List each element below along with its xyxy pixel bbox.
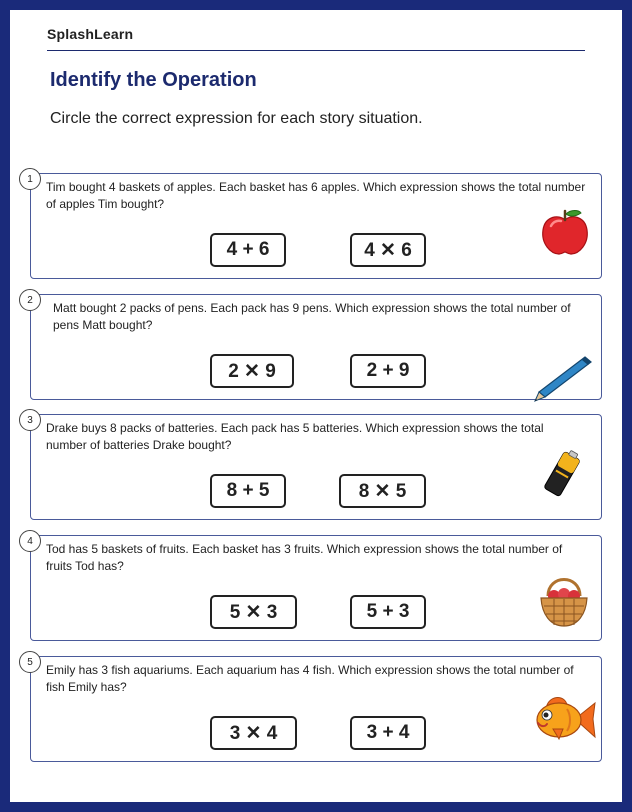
answer-option[interactable]: 4 ✕ 6 xyxy=(350,233,426,267)
question-number: 1 xyxy=(19,168,41,190)
question-number: 5 xyxy=(19,651,41,673)
answer-option[interactable]: 2 ✕ 9 xyxy=(210,354,294,388)
question-number: 3 xyxy=(19,409,41,431)
answer-option[interactable]: 3 ✕ 4 xyxy=(210,716,297,750)
apple-icon xyxy=(539,208,591,263)
fruit-basket-icon xyxy=(538,570,590,635)
question-text: Tod has 5 baskets of fruits. Each basket has 3 fruits. Which expression shows the total number of fruits Tod has? xyxy=(46,542,563,573)
answer-option[interactable]: 5 ✕ 3 xyxy=(210,595,297,629)
pen-icon xyxy=(531,351,595,408)
answer-option[interactable]: 4 + 6 xyxy=(210,233,286,267)
question-text: Drake buys 8 packs of batteries. Each pack has 5 batteries. Which expression shows the total number of batteries Drake bought? xyxy=(46,421,544,452)
answer-option[interactable]: 8 + 5 xyxy=(210,474,286,508)
question-text: Matt bought 2 packs of pens. Each pack has 9 pens. Which expression shows the total number of pens Matt bought? xyxy=(53,301,571,332)
answer-option[interactable]: 8 ✕ 5 xyxy=(339,474,426,508)
fish-icon xyxy=(533,691,597,754)
answer-option[interactable]: 3 + 4 xyxy=(350,716,426,750)
header-divider xyxy=(47,50,585,51)
question-text: Emily has 3 fish aquariums. Each aquarium has 4 fish. Which expression shows the total number of fish Emily has? xyxy=(46,663,574,694)
page-title: Identify the Operation xyxy=(50,69,257,91)
answer-option[interactable]: 2 + 9 xyxy=(350,354,426,388)
battery-icon xyxy=(537,447,587,506)
question-card xyxy=(27,414,602,520)
question-number: 4 xyxy=(19,530,41,552)
question-card xyxy=(27,294,602,400)
question-card xyxy=(27,173,602,279)
answer-option[interactable]: 5 + 3 xyxy=(350,595,426,629)
question-card xyxy=(27,535,602,641)
brand-logo: SplashLearn xyxy=(47,26,134,42)
question-card xyxy=(27,656,602,762)
worksheet-page xyxy=(10,10,622,802)
instructions: Circle the correct expression for each story situation. xyxy=(50,110,423,127)
question-text: Tim bought 4 baskets of apples. Each basket has 6 apples. Which expression shows the total number of apples Tim bought? xyxy=(46,180,586,211)
question-number: 2 xyxy=(19,289,41,311)
